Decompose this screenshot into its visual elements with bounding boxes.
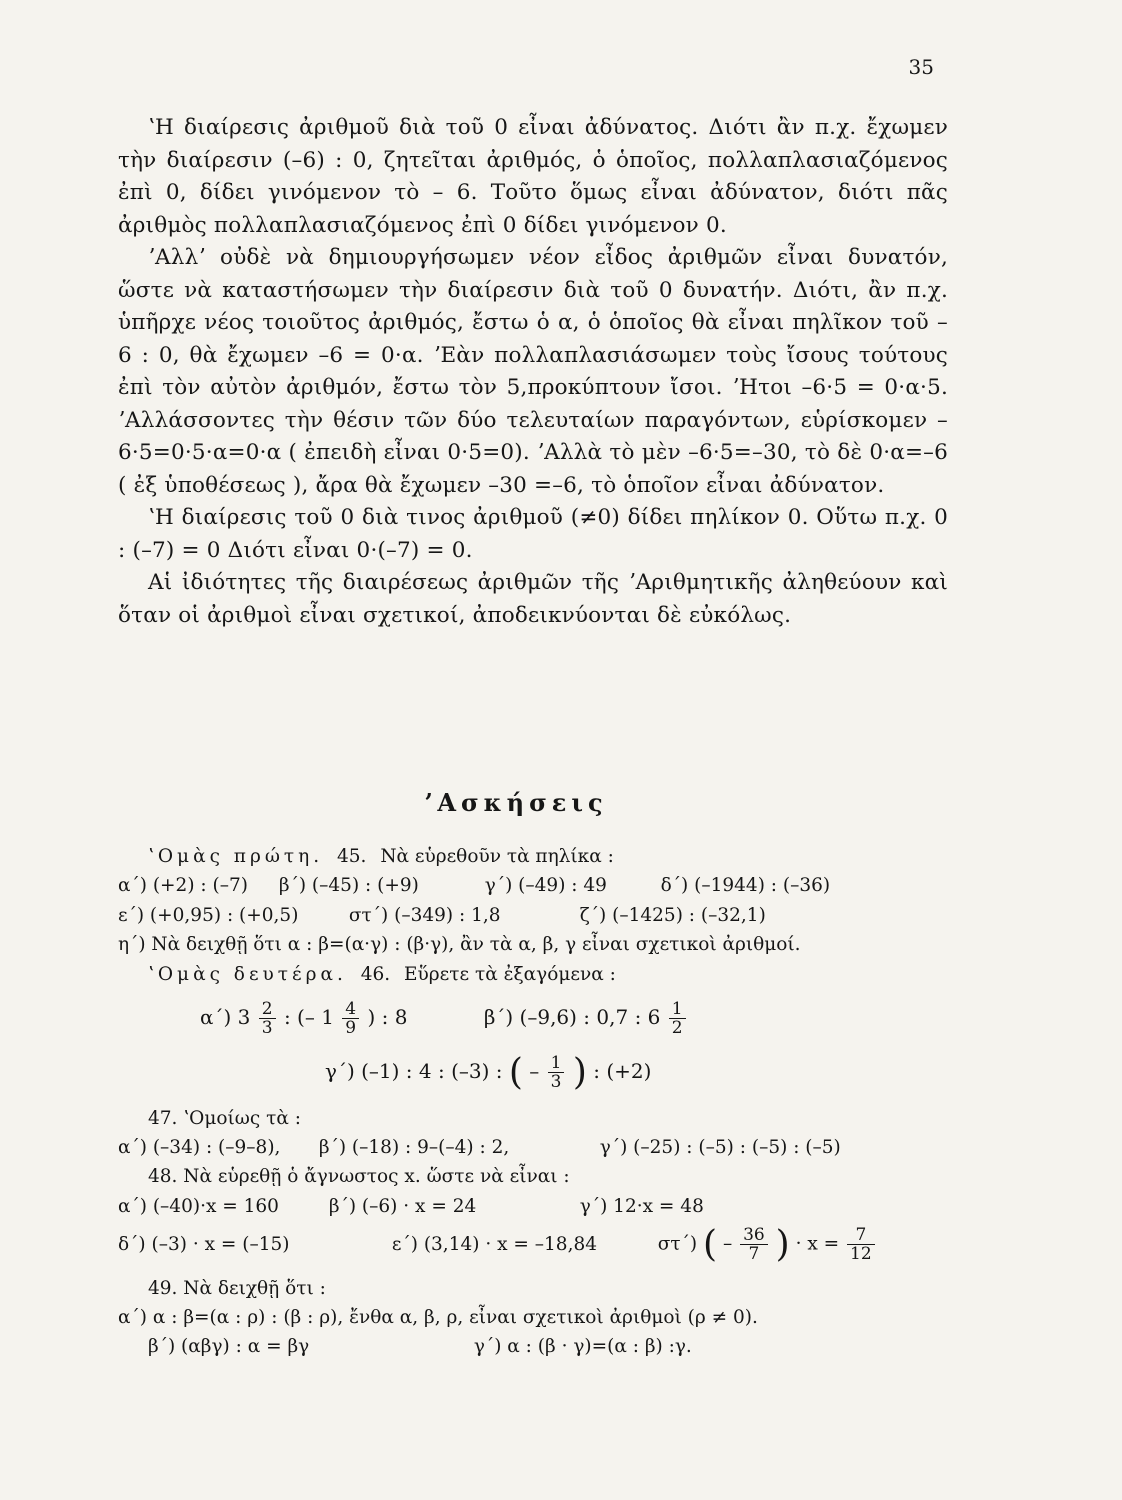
- exercise-item: γ΄) α : (β · γ)=(α : β) :γ.: [473, 1336, 692, 1357]
- group1-line1: [118, 872, 938, 900]
- group1-line2: [118, 902, 938, 930]
- exercise-item: α΄) α : β=(α : ρ) : (β : ρ), ἔνθα α, β, ρ, εἶναι σχετικοὶ ἀριθμοὶ (ρ ≠ 0).: [118, 1307, 758, 1328]
- paragraph: ʽΗ διαίρεσις ἀριθμοῦ διὰ τοῦ 0 εἶναι ἀδύνατος. Διότι ἂν π.χ. ἔχωμεν τὴν διαίρεσιν (–6) : 0, ζητεῖται ἀριθμός, ὁ ὁποῖος, πολλαπλασιαζόμενος ἐπὶ 0, δίδει γινόμενον τὸ – 6. Τοῦτο ὅμως εἶναι ἀδύνατον, διότι πᾶς ἀριθμὸς πολλαπλασιαζόμενος ἐπὶ 0 δίδει γινόμενον 0.: [118, 115, 948, 238]
- ex49-title-row: [118, 1275, 938, 1303]
- fraction: $\frac{4}{9}$: [342, 1000, 359, 1037]
- exercise-item: β΄) (–45) : (+9): [278, 875, 419, 896]
- ex46c-prefix: γ΄) (–1) : 4 : (–3) :: [325, 1059, 503, 1083]
- ex48-line1: [118, 1193, 938, 1221]
- ex46c-sign: –: [529, 1059, 540, 1083]
- exercise-item: ε΄) (3,14) · x = –18,84: [391, 1233, 597, 1255]
- fraction: $\frac{1}{3}$: [548, 1054, 565, 1091]
- group1-header: [118, 843, 938, 871]
- ex48-title-row: [118, 1163, 938, 1191]
- group1-instruction: Νὰ εὑρεθοῦν τὰ πηλίκα :: [380, 846, 614, 867]
- body-text: [118, 112, 948, 632]
- exercise-item: γ΄) 12·x = 48: [579, 1196, 704, 1217]
- exercise-item: γ΄) (–25) : (–5) : (–5) : (–5): [599, 1137, 841, 1158]
- ex47-title: 47. ʽΟμοίως τὰ :: [148, 1108, 301, 1129]
- exercise-item: β΄) (–6) · x = 24: [328, 1196, 477, 1217]
- exercise-item: α΄) (–34) : (–9–8),: [118, 1137, 281, 1158]
- ex46a-end: ) : 8: [367, 1005, 408, 1029]
- exercise-item: ζ΄) (–1425) : (–32,1): [579, 905, 766, 926]
- ex47-line: [118, 1134, 938, 1162]
- exercise-item: δ΄) (–3) · x = (–15): [118, 1233, 290, 1255]
- paren-open: (: [703, 1224, 718, 1265]
- group1-line3: [118, 931, 938, 959]
- ex48-st-prefix: στ΄): [657, 1233, 698, 1255]
- exercises-heading: ʼΑσκήσεις: [424, 788, 608, 817]
- minus-sign: –: [722, 1233, 733, 1255]
- page-number: 35: [908, 55, 934, 79]
- paragraph: Αἱ ἰδιότητες τῆς διαιρέσεως ἀριθμῶν τῆς ʼΑριθμητικῆς ἀληθεύουν καὶ ὅταν οἱ ἀριθμοὶ εἶναι σχετικοί, ἀποδεικνύονται δὲ εὐκόλως.: [118, 570, 948, 628]
- exercise-item: α΄) (+2) : (–7): [118, 875, 248, 896]
- paragraph: ʼΑλλʼ οὐδὲ νὰ δημιουργήσωμεν νέον εἶδος ἀριθμῶν εἶναι δυνατόν, ὥστε νὰ καταστήσωμεν τὴν διαίρεσιν διὰ τοῦ 0 δυνατήν. Διότι, ἂν π.χ. ὑπῆρχε νέος τοιοῦτος ἀριθμός, ἔστω ὁ α, ὁ ὁποῖος θὰ εἶναι πηλῖκον τοῦ –6 : 0, θὰ ἔχωμεν –6 = 0·α. ʼΕὰν πολλαπλασιάσωμεν τοὺς ἴσους τούτους ἐπὶ τὸν αὐτὸν ἀριθμόν, ἔστω τὸν 5,προκύπτουν ἴσοι. ʼΗτοι –6·5 = 0·α·5. ʼΑλλάσσοντες τὴν θέσιν τῶν δύο τελευταίων παραγόντων, εὑρίσκομεν –6·5=0·5·α=0·α ( ἐπειδὴ εἶναι 0·5=0). ʼΑλλὰ τὸ μὲν –6·5=–30, τὸ δὲ 0·α=–6 ( ἐξ ὑποθέσεως ), ἄρα θὰ ἔχωμεν –30 =–6, τὸ ὁποῖον εἶναι ἀδύνατον.: [118, 245, 948, 498]
- ex49-line2: [118, 1333, 938, 1361]
- group2-number: 46.: [360, 964, 391, 985]
- exercise-item: δ΄) (–1944) : (–36): [660, 875, 831, 896]
- ex48-line2: [118, 1224, 877, 1265]
- group2-label: ʽΟμὰς δευτέρα.: [148, 964, 347, 985]
- group1-number: 45.: [337, 846, 367, 867]
- exercise-item: β΄) (αβγ) : α = βγ: [148, 1336, 310, 1357]
- ex48-st-mid: · x =: [795, 1233, 840, 1255]
- exercise-item: γ΄) (–49) : 49: [484, 875, 607, 896]
- fraction: $\frac{1}{2}$: [669, 1000, 686, 1037]
- ex46a-mid: : (– 1: [283, 1005, 334, 1029]
- paren-close: ): [572, 1052, 587, 1093]
- ex47-title-row: [118, 1105, 938, 1133]
- exercise-item: ε΄) (+0,95) : (+0,5): [118, 905, 299, 926]
- group2-instruction: Εὕρετε τὰ ἐξαγόμενα :: [404, 964, 616, 985]
- ex46a-prefix: α΄) 3: [200, 1005, 251, 1029]
- paragraph: ʽΗ διαίρεσις τοῦ 0 διὰ τινος ἀριθμοῦ (≠0) δίδει πηλίκον 0. Οὕτω π.χ. 0 : (–7) = 0 Διότι εἶναι 0·(–7) = 0.: [118, 505, 948, 563]
- fraction: $\frac{36}{7}$: [740, 1226, 768, 1263]
- fraction: $\frac{7}{12}$: [847, 1226, 875, 1263]
- exercise-item: β΄) (–18) : 9–(–4) : 2,: [318, 1137, 510, 1158]
- ex46c-end: : (+2): [593, 1059, 652, 1083]
- ex46-line1: [200, 1000, 688, 1037]
- ex49-title: 49. Νὰ δειχθῇ ὅτι :: [148, 1278, 326, 1299]
- exercise-item: α΄) (–40)·x = 160: [118, 1196, 279, 1217]
- fraction: $\frac{2}{3}$: [259, 1000, 276, 1037]
- paren-close: ): [775, 1224, 790, 1265]
- exercise-item: στ΄) (–349) : 1,8: [348, 905, 501, 926]
- group1-label: ʽΟμὰς πρώτη.: [148, 846, 324, 867]
- ex46-line2: [325, 1052, 651, 1093]
- exercise-item: η΄) Νὰ δειχθῇ ὅτι α : β=(α·γ) : (β·γ), ἂν τὰ α, β, γ εἶναι σχετικοὶ ἀριθμοί.: [118, 934, 801, 955]
- group2-header: [118, 961, 938, 989]
- ex46b-prefix: β΄) (–9,6) : 0,7 : 6: [483, 1005, 661, 1029]
- paren-open: (: [508, 1052, 523, 1093]
- ex48-title: 48. Νὰ εὑρεθῇ ὁ ἄγνωστος x. ὥστε νὰ εἶναι :: [148, 1166, 570, 1187]
- ex49-line1: [118, 1304, 938, 1332]
